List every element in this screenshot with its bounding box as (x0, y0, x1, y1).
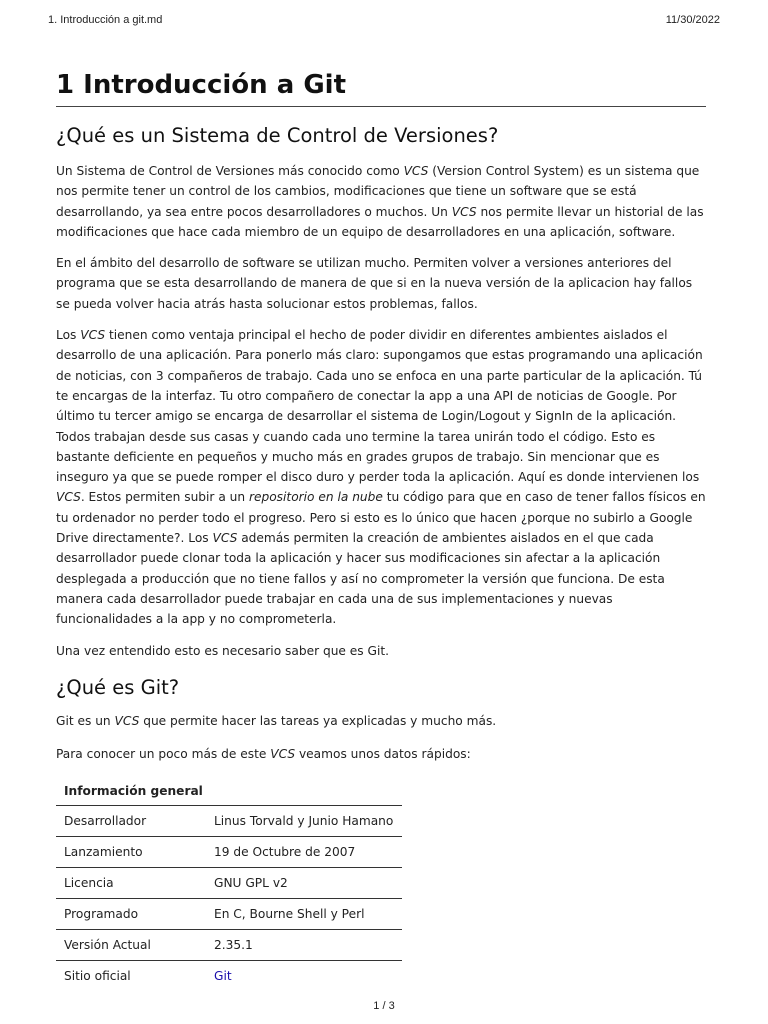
file-name: 1. Introducción a git.md (48, 14, 163, 26)
section-heading-vcs: ¿Qué es un Sistema de Control de Versiones? (56, 124, 499, 147)
row-value: GNU GPL v2 (206, 868, 402, 899)
text-run-italic: VCS (80, 328, 106, 343)
paragraph-transition: Una vez entendido esto es necesario saber que es Git. (56, 643, 390, 658)
row-label: Licencia (56, 868, 206, 899)
paragraph-vcs-advantages (56, 325, 706, 629)
page-number: 1 / 3 (373, 1000, 395, 1012)
text-run-italic: VCS (451, 204, 477, 219)
text-run: tienen como ventaja principal el hecho de poder dividir en diferentes ambientes aislados el desarrollo de una aplicación. Para ponerlo más claro: supongamos que estas programando una aplicación de noticias, con 3 compañeros de trabajo. Cada uno se enfoca en una parte particular de la aplicación. Tú te encargas de la interfaz. Tu otro compañero de conectar la app a una API de noticias de Google. Por último tu tercer amigo se encarga de desarrollar el sistema de Login/Logout y SignIn de la aplicación. Todos trabajan desde sus casas y cuando cada uno termine la tarea unirán todo el código. Esto es bastante deficiente en pequeños y mucho más en grades grupos de trabajo. Sin mencionar que es inseguro ya que se puede romper el disco duro y perder toda la aplicación. Aquí es donde intervienen los (56, 328, 703, 485)
text-run: Un Sistema de Control de Versiones más conocido como (56, 164, 404, 178)
row-value: Linus Torvald y Junio Hamano (206, 806, 402, 837)
text-run-italic: VCS (403, 164, 429, 178)
git-info-table (56, 776, 402, 991)
document-body (56, 68, 706, 991)
row-value: En C, Bourne Shell y Perl (206, 899, 402, 930)
row-value-cell (206, 961, 402, 992)
text-run: que permite hacer las tareas ya explicadas y mucho más. (139, 713, 497, 728)
text-run: Los (56, 328, 81, 343)
text-run: (Version Control System) es un sistema que nos permite tener un control de los cambios, modificaciones que tiene un software que se está desarrollando, ya sea entre pocos desarrolladores o muchos. Un (56, 164, 700, 219)
paragraph-git-definition (56, 711, 706, 731)
table-row (56, 806, 402, 837)
text-run-italic: VCS (114, 713, 140, 728)
paragraph-vcs-definition (56, 161, 706, 242)
table-row (56, 930, 402, 961)
table-row (56, 837, 402, 868)
git-official-site-link[interactable]: Git (214, 969, 232, 984)
paragraph-git-intro-table (56, 744, 706, 764)
print-header (48, 14, 720, 26)
table-header-row (56, 776, 402, 806)
text-run-italic: repositorio en la nube (248, 490, 383, 505)
table-header: Información general (56, 776, 402, 806)
print-date: 11/30/2022 (665, 14, 720, 26)
row-label: Versión Actual (56, 930, 206, 961)
paragraph-vcs-usage: En el ámbito del desarrollo de software se utilizan mucho. Permiten volver a versiones anteriores del programa que se esta desarrollando de manera de que si en la nueva versión de la aplicacion hay fallos se pueda volver hacia atrás hasta solucionar estos problemas, fallos. (56, 256, 693, 311)
text-run: nos permite llevar un historial de las modificaciones que hace cada miembro de un equipo de desarrolladores en una aplicación, software. (56, 204, 704, 239)
row-label: Sitio oficial (64, 969, 131, 984)
section-heading-git: ¿Qué es Git? (56, 675, 180, 699)
row-label: Desarrollador (56, 806, 206, 837)
row-value: 19 de Octubre de 2007 (206, 837, 402, 868)
text-run-italic: VCS (56, 490, 81, 505)
row-label: Programado (56, 899, 206, 930)
text-run: Para conocer un poco más de este (56, 747, 271, 762)
text-run-italic: VCS (212, 531, 238, 546)
text-run: Git es un (56, 713, 115, 728)
text-run: tu código para que en caso de tener fallos físicos en tu ordenador no perder todo el progreso. Pero si esto es lo único que hacen ¿porque no subirlo a Google Drive directamente?. Los (56, 490, 706, 546)
text-run: . Estos permiten subir a un (80, 490, 249, 505)
text-run: veamos unos datos rápidos: (295, 747, 471, 762)
table-row (56, 868, 402, 899)
row-label: Lanzamiento (56, 837, 206, 868)
table-row (56, 899, 402, 930)
text-run-italic: VCS (270, 747, 296, 762)
text-run: además permiten la creación de ambientes aislados en el que cada desarrollador puede clonar toda la aplicación y hacer sus modificaciones sin afectar a la aplicación desplegada a producción que no tiene fallos y así no comprometer la versión que funciona. De esta manera cada desarrollador puede trabajar en cada una de sus implementaciones y nuevas funcionalidades a la app y no comprometerla. (56, 531, 665, 627)
table-row (56, 961, 402, 992)
row-value: 2.35.1 (206, 930, 402, 961)
page-title: 1 Introducción a Git (56, 68, 706, 107)
